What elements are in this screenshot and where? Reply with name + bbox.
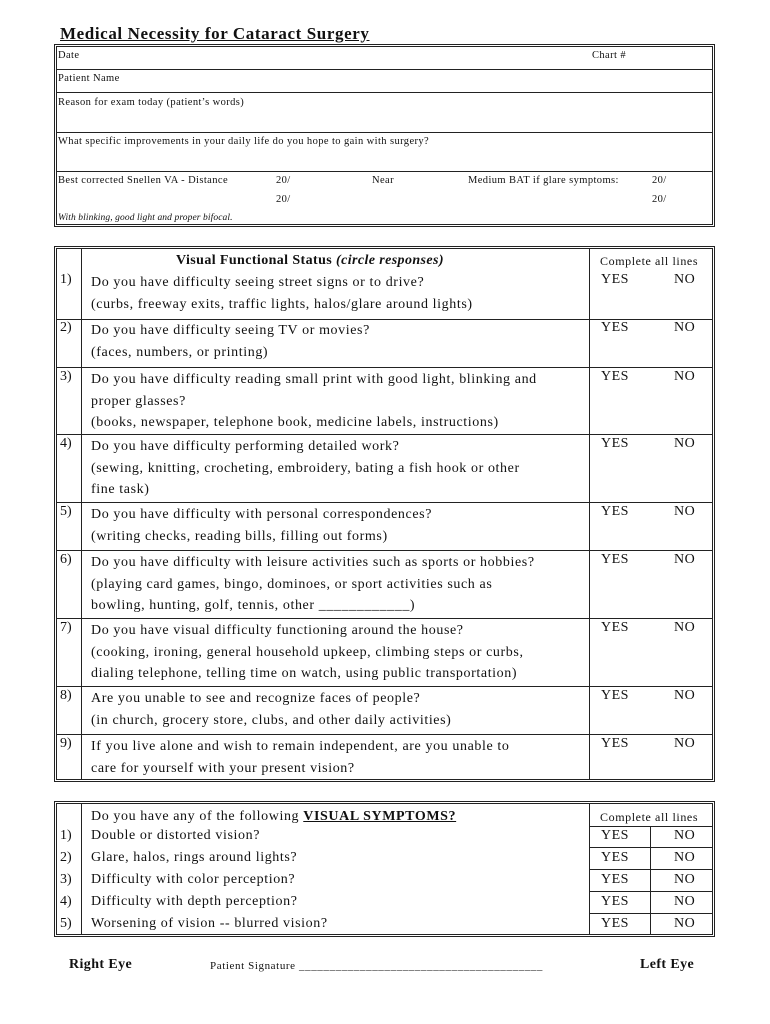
bat-label: Medium BAT if glare symptoms:	[468, 175, 619, 186]
yes-option[interactable]: YES	[601, 272, 629, 287]
question-number: 3)	[60, 369, 72, 384]
question-text: bowling, hunting, golf, tennis, other ____________)	[91, 598, 416, 613]
row-divider	[57, 734, 712, 735]
question-text: (in church, grocery store, clubs, and other daily activities)	[91, 712, 452, 728]
symptom-text: Difficulty with color perception?	[91, 872, 296, 887]
symptom-text: Double or distorted vision?	[91, 828, 261, 843]
yes-option[interactable]: YES	[601, 320, 629, 335]
question-number: 1)	[60, 272, 72, 287]
question-text: Do you have difficulty seeing street signs or to drive?	[91, 275, 425, 290]
row-divider	[57, 618, 712, 619]
symptom-text: Worsening of vision -- blurred vision?	[91, 916, 328, 931]
symptom-yes-option[interactable]: YES	[601, 916, 629, 931]
yes-option[interactable]: YES	[601, 688, 629, 703]
question-text: Do you have visual difficulty functioning around the house?	[91, 623, 464, 638]
question-text: (writing checks, reading bills, filling out forms)	[91, 528, 388, 544]
question-text: (books, newspaper, telephone book, medicine labels, instructions)	[91, 415, 499, 430]
question-text: Are you unable to see and recognize faces of people?	[91, 691, 421, 706]
no-option[interactable]: NO	[674, 320, 696, 335]
symptom-number: 1)	[60, 828, 72, 843]
question-text: (sewing, knitting, crocheting, embroidery, bating a fish hook or other	[91, 460, 520, 476]
symptom-number: 2)	[60, 850, 72, 865]
question-number: 7)	[60, 620, 72, 635]
symptom-number: 4)	[60, 894, 72, 909]
yes-option[interactable]: YES	[601, 620, 629, 635]
near-label: Near	[372, 175, 395, 186]
yes-option[interactable]: YES	[601, 552, 629, 567]
symptom-text: Difficulty with depth perception?	[91, 894, 298, 909]
date-label: Date	[58, 50, 80, 61]
row-divider	[57, 686, 712, 687]
question-text: Do you have difficulty with leisure activities such as sports or hobbies?	[91, 555, 535, 570]
question-text: dialing telephone, telling time on watch, using public transportation)	[91, 666, 518, 681]
improvements-label: What specific improvements in your daily life do you hope to gain with surgery?	[58, 136, 430, 147]
bifocal-note: With blinking, good light and proper bifocal.	[58, 213, 233, 223]
question-text: Do you have difficulty seeing TV or movies?	[91, 323, 370, 338]
symptom-yes-option[interactable]: YES	[601, 872, 629, 887]
right-eye-label: Right Eye	[69, 957, 133, 972]
question-text: (faces, numbers, or printing)	[91, 344, 269, 360]
no-option[interactable]: NO	[674, 552, 696, 567]
bat-value-2: 20/	[652, 194, 667, 205]
symptom-yes-option[interactable]: YES	[601, 894, 629, 909]
symptom-no-option[interactable]: NO	[674, 828, 696, 843]
question-text: If you live alone and wish to remain independent, are you unable to	[91, 739, 510, 754]
question-text: Do you have difficulty performing detailed work?	[91, 439, 400, 454]
question-text: (cooking, ironing, general household upkeep, climbing steps or curbs,	[91, 644, 524, 660]
yes-option[interactable]: YES	[601, 736, 629, 751]
no-option[interactable]: NO	[674, 436, 696, 451]
question-text: (curbs, freeway exits, traffic lights, halos/glare around lights)	[91, 296, 473, 312]
symptom-no-option[interactable]: NO	[674, 850, 696, 865]
no-option[interactable]: NO	[674, 369, 696, 384]
yes-option[interactable]: YES	[601, 436, 629, 451]
no-option[interactable]: NO	[674, 736, 696, 751]
symptom-number: 5)	[60, 916, 72, 931]
complete-all-lines-label: Complete all lines	[600, 254, 699, 268]
va-distance-value-2: 20/	[276, 194, 291, 205]
left-eye-label: Left Eye	[640, 957, 695, 972]
no-option[interactable]: NO	[674, 272, 696, 287]
row-divider	[57, 502, 712, 503]
question-text: proper glasses?	[91, 393, 186, 409]
question-text: fine task)	[91, 482, 150, 497]
yes-option[interactable]: YES	[601, 369, 629, 384]
no-option[interactable]: NO	[674, 688, 696, 703]
symptom-yes-option[interactable]: YES	[601, 828, 629, 843]
patient-signature-line[interactable]: Patient Signature ________________________________________	[210, 960, 544, 972]
yes-option[interactable]: YES	[601, 504, 629, 519]
bat-value-1: 20/	[652, 175, 667, 186]
symptom-no-option[interactable]: NO	[674, 872, 696, 887]
symptom-no-option[interactable]: NO	[674, 894, 696, 909]
question-text: Do you have difficulty reading small print with good light, blinking and	[91, 372, 537, 387]
question-number: 4)	[60, 436, 72, 451]
row-divider	[57, 550, 712, 551]
row-divider	[57, 367, 712, 368]
no-option[interactable]: NO	[674, 620, 696, 635]
symptom-text: Glare, halos, rings around lights?	[91, 850, 298, 865]
patient-name-label: Patient Name	[58, 73, 120, 84]
question-number: 9)	[60, 736, 72, 751]
question-number: 6)	[60, 552, 72, 567]
symptom-number: 3)	[60, 872, 72, 887]
symptoms-complete-label: Complete all lines	[600, 810, 699, 824]
symptom-no-option[interactable]: NO	[674, 916, 696, 931]
question-number: 8)	[60, 688, 72, 703]
va-distance-label: Best corrected Snellen VA - Distance	[58, 175, 229, 186]
symptom-yes-option[interactable]: YES	[601, 850, 629, 865]
question-number: 5)	[60, 504, 72, 519]
question-text: care for yourself with your present vision?	[91, 760, 355, 776]
visual-symptoms-intro: Do you have any of the following VISUAL SYMPTOMS?	[91, 809, 457, 824]
no-option[interactable]: NO	[674, 504, 696, 519]
page-title: Medical Necessity for Cataract Surgery	[60, 24, 370, 43]
chart-number-label: Chart #	[592, 50, 627, 61]
row-divider	[57, 434, 712, 435]
question-text: (playing card games, bingo, dominoes, or sport activities such as	[91, 576, 493, 592]
va-distance-value-1: 20/	[276, 175, 291, 186]
visual-functional-title: Visual Functional Status (circle responses)	[176, 253, 444, 268]
question-number: 2)	[60, 320, 72, 335]
question-text: Do you have difficulty with personal correspondences?	[91, 507, 433, 522]
reason-label: Reason for exam today (patient’s words)	[58, 97, 245, 108]
